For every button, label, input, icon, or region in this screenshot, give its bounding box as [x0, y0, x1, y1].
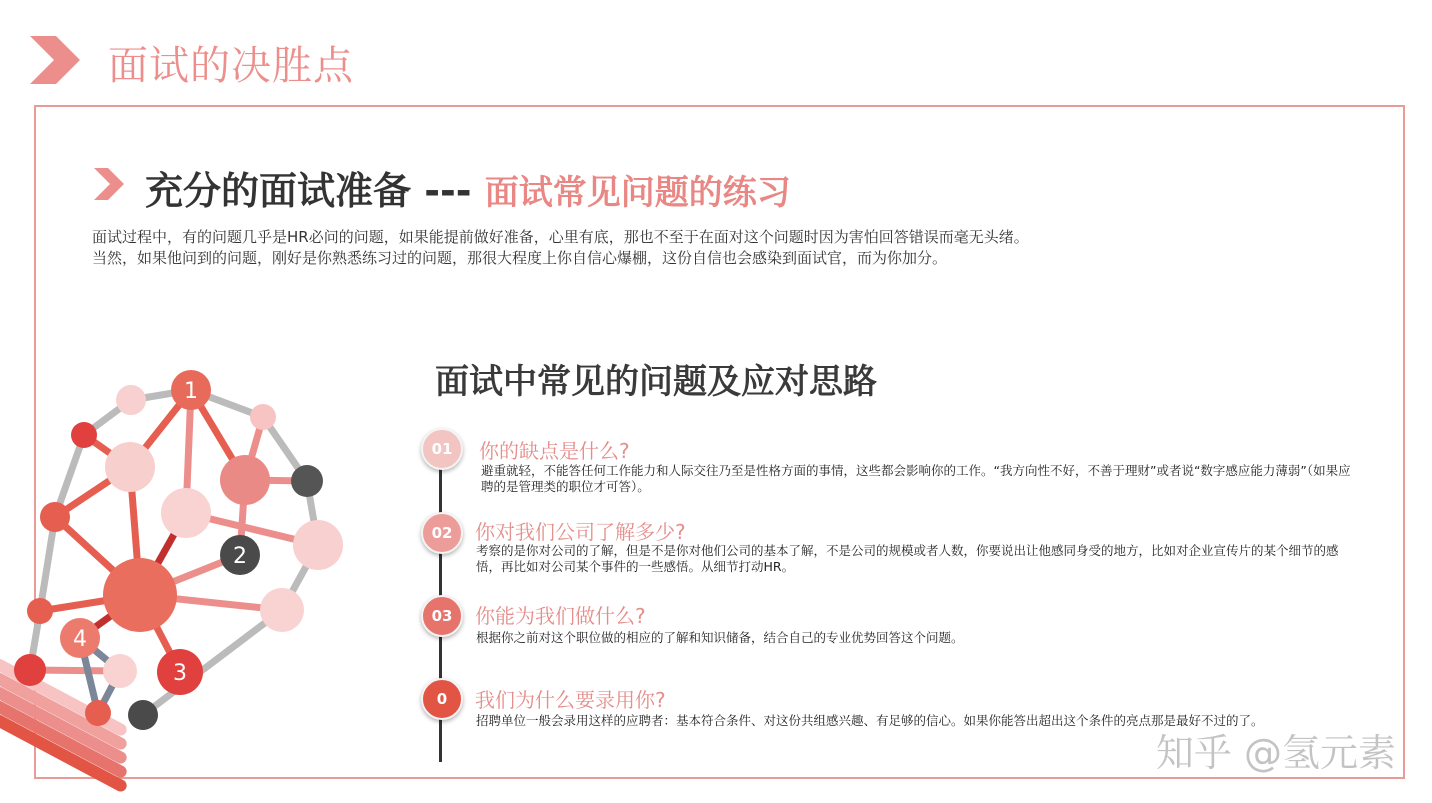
network-node — [260, 588, 304, 632]
intro-line: 面试过程中，有的问题几乎是HR必问的问题，如果能提前做好准备，心里有底，那也不至于在面对这个问题时因为害怕回答错误而毫无头绪。 — [92, 228, 1029, 246]
network-node-label: 3 — [173, 661, 187, 686]
network-node-label: 4 — [73, 627, 87, 652]
network-node — [220, 455, 270, 505]
network-node — [116, 385, 146, 415]
question-answer: 根据你之前对这个职位做的相应的了解和知识储备，结合自己的专业优势回答这个问题。 — [476, 630, 964, 645]
network-node — [103, 558, 177, 632]
network-node — [71, 422, 97, 448]
question-title: 你的缺点是什么? — [479, 439, 630, 463]
intro-line: 当然，如果他问到的问题，刚好是你熟悉练习过的问题，那很大程度上你自信心爆棚，这份自信也会感染到面试官，而为你加分。 — [92, 249, 948, 267]
network-node — [293, 520, 343, 570]
page-title: 面试的决胜点 — [108, 43, 354, 89]
question-answer: 考察的是你对公司的了解，但是不是你对他们公司的基本了解，不是公司的规模或者人数，你要说出让他感同身受的地方，比如对企业宣传片的某个细节的感悟，再比如对公司某个事件的一些感悟。从细节打动HR。 — [476, 543, 1339, 574]
network-node — [250, 404, 276, 430]
questions-title: 面试中常见的问题及应对思路 — [435, 362, 877, 402]
network-node-label: 1 — [184, 379, 198, 404]
network-node — [14, 654, 46, 686]
network-node — [103, 654, 137, 688]
network-node — [128, 700, 158, 730]
question-answer: 避重就轻，不能答任何工作能力和人际交往乃至是性格方面的事情，这些都会影响你的工作。“我方向性不好，不善于理财”或者说“数字感应能力薄弱”（如果应聘的是管理类的职位才可答）。 — [481, 463, 1351, 494]
question-title: 你对我们公司了解多少? — [475, 520, 686, 544]
chevron-arrow-icon — [94, 168, 126, 200]
question-title: 你能为我们做什么? — [475, 604, 646, 628]
question-number-badge: 0 — [421, 678, 463, 720]
question-number-badge: 02 — [421, 512, 463, 554]
subtitle-accent: 面试常见问题的练习 — [484, 173, 791, 213]
network-node — [40, 502, 70, 532]
lightbulb-network-illustration — [0, 370, 360, 803]
subtitle-main: 充分的面试准备 --- — [145, 169, 485, 213]
question-number-badge: 01 — [421, 428, 463, 470]
network-node — [85, 700, 111, 726]
question-number-badge: 03 — [421, 595, 463, 637]
network-node — [161, 488, 211, 538]
section-subtitle — [145, 160, 791, 215]
network-node — [27, 598, 53, 624]
question-answer: 招聘单位一般会录用这样的应聘者：基本符合条件、对这份共组感兴趣、有足够的信心。如果你能答出超出这个条件的亮点那是最好不过的了。 — [476, 713, 1264, 728]
watermark: 知乎 @氢元素 — [1155, 731, 1396, 775]
question-title: 我们为什么要录用你? — [475, 688, 666, 712]
network-node-label: 2 — [233, 544, 247, 569]
network-node — [291, 465, 323, 497]
chevron-arrow-icon — [30, 36, 82, 84]
network-node — [105, 442, 155, 492]
